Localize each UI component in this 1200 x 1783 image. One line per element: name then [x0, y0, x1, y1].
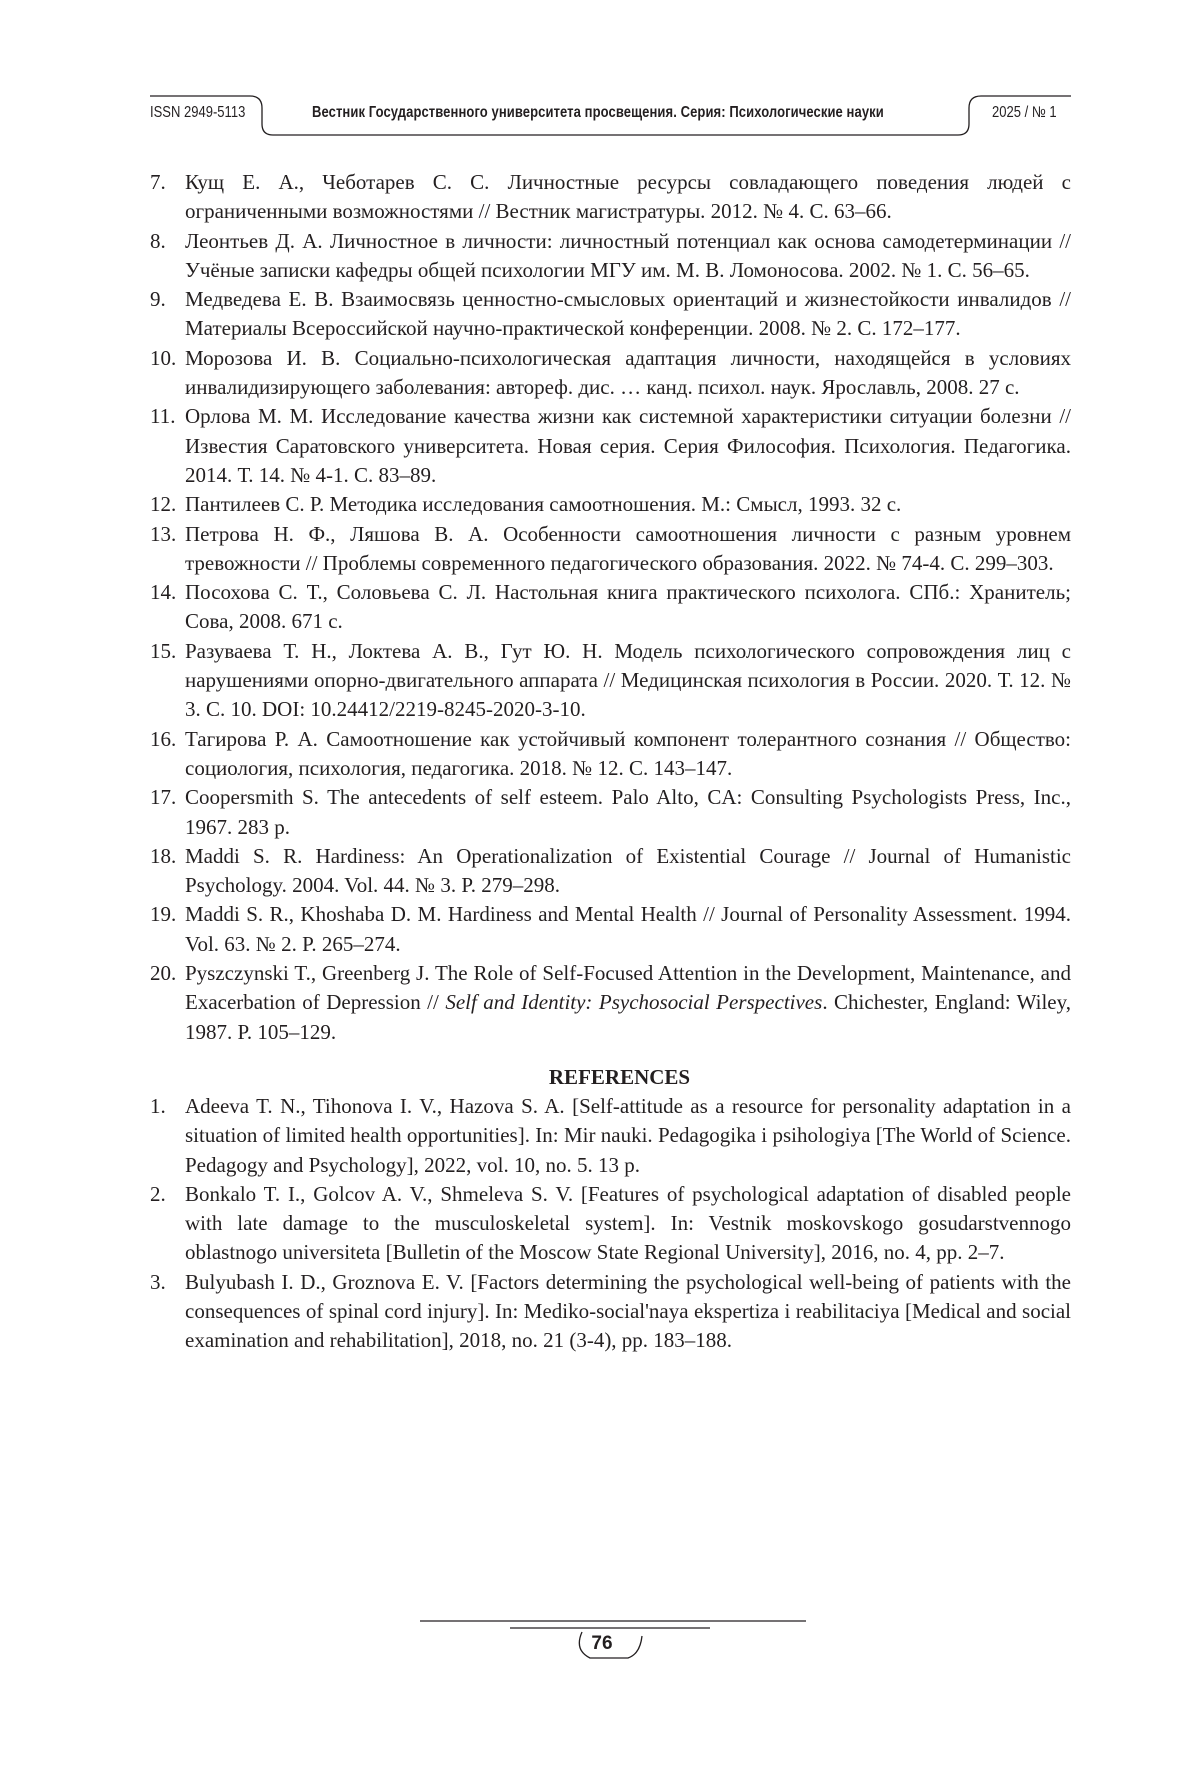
reference-number: 14. — [150, 580, 177, 605]
reference-text: Морозова И. В. Социально-психологическая адаптация личности, находящейся в условиях инвалидизирующего заболевания: автореф. дис. … канд. психол. наук. Ярославль, 2008. 27 с. — [185, 345, 1071, 400]
reference-text: Кущ Е. А., Чеботарев С. С. Личностные ресурсы совладающего поведения людей с ограниченными возможностями // Вестник магистратуры. 2012. № 4. С. 63–66. — [185, 170, 1071, 224]
reference-item — [150, 520, 1071, 579]
reference-item — [150, 227, 1071, 286]
reference-text: Разуваева Т. Н., Локтева А. В., Гут Ю. Н. Модель психологического сопровождения лиц с нарушениями опорно-двигательного аппарата // Медицинская психология в России. 2020. Т. 12. № 3. С. 10. DOI: 10.24412/2219-8245-2020-3-10. — [185, 638, 1071, 722]
reference-number: 20. — [150, 961, 177, 986]
reference-number: 10. — [150, 345, 177, 370]
reference-number: 1. — [150, 1093, 166, 1118]
reference-text: Тагирова Р. А. Самоотношение как устойчивый компонент толерантного сознания // Общество: социология, психология, педагогика. 2018. № 12. С. 143–147. — [185, 726, 1071, 780]
reference-item — [150, 842, 1071, 901]
reference-item — [150, 1268, 1071, 1356]
reference-number: 9. — [150, 287, 166, 312]
reference-item — [150, 344, 1071, 403]
reference-text: Посохова С. Т., Соловьева С. Л. Настольная книга практического психолога. СПб.: Хранитель; Сова, 2008. 671 с. — [185, 580, 1071, 634]
reference-number: 7. — [150, 170, 166, 194]
reference-number: 19. — [150, 902, 177, 927]
reference-item — [150, 637, 1071, 725]
reference-text: Adeeva T. N., Tihonova I. V., Hazova S. A. [Self-attitude as a resource for personality adaptation in a situation of limited health opportunities]. In: Mir nauki. Pedagogika i psihologiya [The World of Science. Pedagogy and Psychology], 2022, vol. 10, no. 5. 13 p. — [185, 1093, 1071, 1177]
reference-item — [150, 285, 1071, 344]
page-content — [150, 168, 1071, 1356]
reference-text: Пантилеев С. Р. Методика исследования самоотношения. М.: Смысл, 1993. 32 с. — [185, 492, 902, 517]
reference-text-part: Pyszczynski T., Greenberg J. The Role of Self-Focused Attention in the Development, Maintenance, and Exacerbation of Depression // — [185, 961, 1071, 1015]
header-issue: 2025 / № 1 — [992, 104, 1057, 121]
reference-text: Медведева Е. В. Взаимосвязь ценностно-смысловых ориентаций и жизнестойкости инвалидов // Материалы Всероссийской научно-практической конференции. 2008. № 2. С. 172–177. — [185, 287, 1071, 341]
reference-text: Bonkalo T. I., Golcov A. V., Shmeleva S. V. [Features of psychological adaptation of disabled people with late damage to the musculoskeletal system]. In: Vestnik moskovskogo gosudarstvennogo oblastnogo universiteta [Bulletin of the Moscow State Regional University], 2016, no. 4, pp. 2–7. — [185, 1181, 1071, 1265]
reference-number: 17. — [150, 785, 177, 810]
reference-number: 12. — [150, 492, 177, 517]
header-frame — [0, 0, 1200, 160]
reference-text-part: . Chichester, England: Wiley, 1987. P. 105–129. — [185, 990, 1072, 1044]
reference-item — [150, 1092, 1071, 1180]
reference-number: 11. — [150, 404, 176, 429]
reference-text: Леонтьев Д. А. Личностное в личности: личностный потенциал как основа самодетерминации // Учёные записки кафедры общей психологии МГУ им. М. В. Ломоносова. 2002. № 1. С. 56–65. — [185, 228, 1071, 282]
reference-item — [150, 959, 1071, 1047]
reference-list-russian — [150, 168, 1071, 1047]
reference-list-english — [150, 1092, 1071, 1356]
reference-text: Coopersmith S. The antecedents of self esteem. Palo Alto, CA: Consulting Psychologists Press, Inc., 1967. 283 p. — [185, 785, 1071, 839]
reference-number: 3. — [150, 1269, 166, 1294]
reference-text: Bulyubash I. D., Groznova E. V. [Factors determining the psychological well-being of patients with the consequences of spinal cord injury]. In: Mediko-social'naya ekspertiza i reabilitaciya [Medical and social examination and rehabilitation], 2018, no. 21 (3-4), pp. 183–188. — [185, 1269, 1071, 1353]
reference-item — [150, 578, 1071, 637]
reference-item — [150, 900, 1071, 959]
reference-number: 15. — [150, 638, 177, 663]
reference-item — [150, 1180, 1071, 1268]
reference-text: Орлова М. М. Исследование качества жизни как системной характеристики ситуации болезни // Известия Саратовского университета. Новая серия. Серия Философия. Психология. Педагогика. 2014. Т. 14. № 4-1. С. 83–89. — [185, 404, 1071, 487]
reference-text: Maddi S. R. Hardiness: An Operationalization of Existential Courage // Journal of Humanistic Psychology. 2004. Vol. 44. № 3. P. 279–298. — [185, 843, 1071, 898]
reference-number: 8. — [150, 228, 166, 253]
reference-item — [150, 490, 1071, 519]
header-journal-title: Вестник Государственного университета просвещения. Серия: Психологические науки — [312, 104, 884, 121]
reference-number: 13. — [150, 521, 177, 546]
page-number: 76 — [591, 1633, 613, 1654]
reference-item — [150, 783, 1071, 842]
header-issn: ISSN 2949-5113 — [150, 104, 246, 121]
reference-text: Петрова Н. Ф., Ляшова В. А. Особенности самоотношения личности с разным уровнем тревожности // Проблемы современного педагогического образования. 2022. № 74-4. С. 299–303. — [185, 521, 1071, 575]
reference-item — [150, 168, 1071, 227]
reference-text: Maddi S. R., Khoshaba D. M. Hardiness and Mental Health // Journal of Personality Assessment. 1994. Vol. 63. № 2. P. 265–274. — [185, 902, 1071, 956]
reference-number: 2. — [150, 1181, 166, 1206]
reference-number: 18. — [150, 843, 177, 868]
reference-item — [150, 725, 1071, 784]
reference-item — [150, 402, 1071, 490]
reference-number: 16. — [150, 726, 177, 751]
reference-italic-title: Self and Identity: Psychosocial Perspectives — [445, 990, 823, 1015]
references-heading: REFERENCES — [548, 1064, 691, 1089]
